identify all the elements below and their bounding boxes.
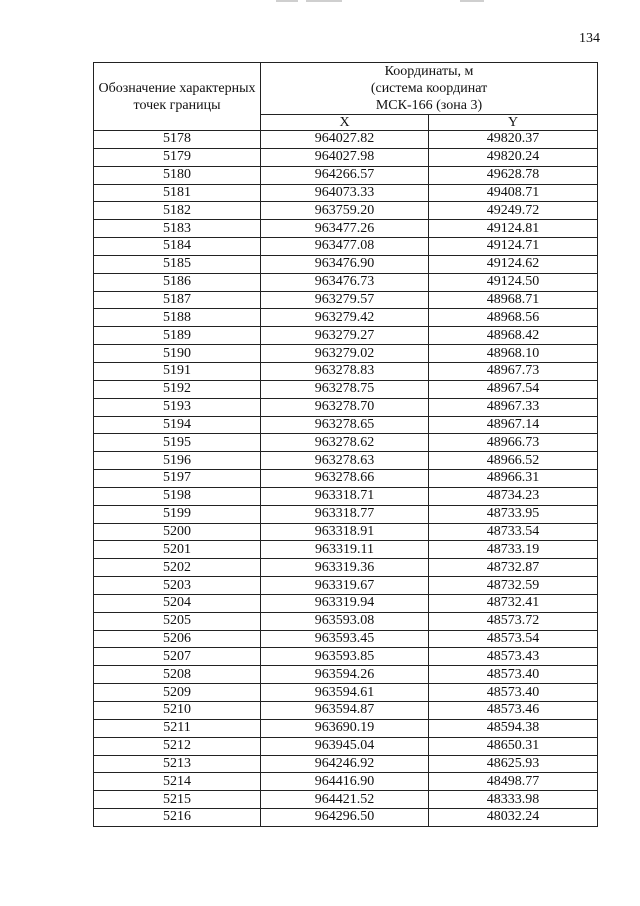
table-row — [94, 202, 598, 220]
table-body — [94, 131, 598, 827]
table-row — [94, 434, 598, 452]
point-id-cell: 5210 — [94, 702, 261, 720]
y-coordinate-cell: 49124.71 — [429, 238, 598, 256]
scan-artifact — [306, 0, 342, 2]
table-row — [94, 505, 598, 523]
coordinates-header-line: МСК-166 (зона 3) — [375, 98, 483, 113]
table-row — [94, 684, 598, 702]
coordinates-header-line: Координаты, м — [384, 64, 474, 79]
point-id-cell: 5186 — [94, 273, 261, 291]
x-coordinate-cell: 963279.27 — [261, 327, 429, 345]
y-coordinate-cell: 48573.72 — [429, 612, 598, 630]
x-coordinate-cell: 963319.36 — [261, 559, 429, 577]
point-id-cell: 5188 — [94, 309, 261, 327]
x-coordinate-cell: 964296.50 — [261, 809, 429, 827]
table-row — [94, 612, 598, 630]
y-coordinate-cell: 48968.56 — [429, 309, 598, 327]
x-coordinate-cell: 963594.87 — [261, 702, 429, 720]
table-row — [94, 809, 598, 827]
table-row — [94, 737, 598, 755]
y-coordinate-cell: 48333.98 — [429, 791, 598, 809]
point-id-cell: 5184 — [94, 238, 261, 256]
x-coordinate-cell: 963279.02 — [261, 345, 429, 363]
point-id-cell: 5205 — [94, 612, 261, 630]
point-id-cell: 5199 — [94, 505, 261, 523]
x-coordinate-cell: 964421.52 — [261, 791, 429, 809]
point-id-cell: 5192 — [94, 380, 261, 398]
point-id-cell: 5209 — [94, 684, 261, 702]
y-coordinate-cell: 48966.31 — [429, 470, 598, 488]
point-id-cell: 5200 — [94, 523, 261, 541]
table-row — [94, 594, 598, 612]
point-id-cell: 5202 — [94, 559, 261, 577]
x-coordinate-cell: 963278.70 — [261, 398, 429, 416]
table-row — [94, 773, 598, 791]
coordinates-column-header — [261, 63, 598, 115]
x-coordinate-cell: 963593.08 — [261, 612, 429, 630]
point-id-cell: 5203 — [94, 577, 261, 595]
scan-artifact — [460, 0, 484, 2]
y-coordinate-cell: 48734.23 — [429, 487, 598, 505]
y-coordinate-cell: 48032.24 — [429, 809, 598, 827]
x-coordinate-cell: 963319.67 — [261, 577, 429, 595]
point-id-cell: 5182 — [94, 202, 261, 220]
x-coordinate-cell: 963945.04 — [261, 737, 429, 755]
coordinates-table — [93, 62, 598, 827]
y-coordinate-cell: 48732.87 — [429, 559, 598, 577]
y-coordinate-cell: 48732.59 — [429, 577, 598, 595]
x-coordinate-cell: 963594.61 — [261, 684, 429, 702]
point-id-cell: 5189 — [94, 327, 261, 345]
point-column-header: Обозначение характерных точек границы — [94, 63, 261, 131]
y-coordinate-cell: 48573.43 — [429, 648, 598, 666]
y-coordinate-cell: 48968.10 — [429, 345, 598, 363]
x-coordinate-cell: 963593.85 — [261, 648, 429, 666]
x-coordinate-cell: 963278.63 — [261, 452, 429, 470]
point-id-cell: 5198 — [94, 487, 261, 505]
y-coordinate-cell: 48498.77 — [429, 773, 598, 791]
table-row — [94, 487, 598, 505]
x-coordinate-cell: 963279.42 — [261, 309, 429, 327]
table-row — [94, 309, 598, 327]
y-coordinate-cell: 48966.73 — [429, 434, 598, 452]
point-id-cell: 5194 — [94, 416, 261, 434]
table-row — [94, 791, 598, 809]
table-row — [94, 131, 598, 149]
table-row — [94, 470, 598, 488]
table-row — [94, 184, 598, 202]
table-row — [94, 345, 598, 363]
y-coordinate-cell: 48968.71 — [429, 291, 598, 309]
y-coordinate-cell: 48733.54 — [429, 523, 598, 541]
y-coordinate-cell: 48573.40 — [429, 666, 598, 684]
table-row — [94, 238, 598, 256]
point-id-cell: 5180 — [94, 166, 261, 184]
x-coordinate-cell: 964416.90 — [261, 773, 429, 791]
y-coordinate-cell: 48625.93 — [429, 755, 598, 773]
x-coordinate-cell: 963759.20 — [261, 202, 429, 220]
point-id-cell: 5195 — [94, 434, 261, 452]
y-coordinate-cell: 49124.62 — [429, 255, 598, 273]
table-row — [94, 755, 598, 773]
x-coordinate-cell: 963278.65 — [261, 416, 429, 434]
y-coordinate-cell: 48573.40 — [429, 684, 598, 702]
x-coordinate-cell: 963319.94 — [261, 594, 429, 612]
x-coordinate-cell: 963593.45 — [261, 630, 429, 648]
table-row — [94, 398, 598, 416]
x-coordinate-cell: 963318.77 — [261, 505, 429, 523]
x-coordinate-cell: 964027.98 — [261, 148, 429, 166]
table-row — [94, 166, 598, 184]
y-coordinate-cell: 48573.54 — [429, 630, 598, 648]
table-row — [94, 702, 598, 720]
point-id-cell: 5201 — [94, 541, 261, 559]
x-coordinate-cell: 964073.33 — [261, 184, 429, 202]
y-coordinate-cell: 48732.41 — [429, 594, 598, 612]
y-coordinate-cell: 48966.52 — [429, 452, 598, 470]
x-coordinate-cell: 963476.90 — [261, 255, 429, 273]
y-coordinate-cell: 49408.71 — [429, 184, 598, 202]
point-id-cell: 5206 — [94, 630, 261, 648]
x-coordinate-cell: 964246.92 — [261, 755, 429, 773]
table-row — [94, 362, 598, 380]
table-row — [94, 255, 598, 273]
x-coordinate-cell: 963319.11 — [261, 541, 429, 559]
point-id-cell: 5185 — [94, 255, 261, 273]
y-coordinate-cell: 49249.72 — [429, 202, 598, 220]
table-row — [94, 452, 598, 470]
x-coordinate-cell: 963278.83 — [261, 362, 429, 380]
x-coordinate-cell: 963477.08 — [261, 238, 429, 256]
point-id-cell: 5204 — [94, 594, 261, 612]
x-coordinate-cell: 963594.26 — [261, 666, 429, 684]
point-id-cell: 5191 — [94, 362, 261, 380]
y-coordinate-cell: 48733.95 — [429, 505, 598, 523]
x-coordinate-cell: 963477.26 — [261, 220, 429, 238]
scan-artifact — [276, 0, 298, 2]
point-id-cell: 5197 — [94, 470, 261, 488]
y-coordinate-cell: 49820.37 — [429, 131, 598, 149]
y-coordinate-cell: 48968.42 — [429, 327, 598, 345]
table-row — [94, 559, 598, 577]
x-coordinate-cell: 963278.75 — [261, 380, 429, 398]
y-coordinate-cell: 49124.50 — [429, 273, 598, 291]
point-id-cell: 5187 — [94, 291, 261, 309]
table-row — [94, 648, 598, 666]
point-id-cell: 5211 — [94, 719, 261, 737]
point-id-cell: 5193 — [94, 398, 261, 416]
coordinates-header-line: (система координат — [370, 81, 488, 96]
y-coordinate-cell: 48967.14 — [429, 416, 598, 434]
x-coordinate-cell: 963278.66 — [261, 470, 429, 488]
x-column-header: X — [261, 115, 429, 131]
table-row — [94, 523, 598, 541]
table-header-row — [94, 63, 598, 115]
point-id-cell: 5213 — [94, 755, 261, 773]
y-column-header: Y — [429, 115, 598, 131]
x-coordinate-cell: 963278.62 — [261, 434, 429, 452]
x-coordinate-cell: 963318.91 — [261, 523, 429, 541]
y-coordinate-cell: 48650.31 — [429, 737, 598, 755]
y-coordinate-cell: 48733.19 — [429, 541, 598, 559]
page-number: 134 — [579, 31, 600, 46]
x-coordinate-cell: 963690.19 — [261, 719, 429, 737]
table-row — [94, 148, 598, 166]
table-row — [94, 380, 598, 398]
point-id-cell: 5214 — [94, 773, 261, 791]
point-id-cell: 5208 — [94, 666, 261, 684]
x-coordinate-cell: 964027.82 — [261, 131, 429, 149]
point-id-cell: 5212 — [94, 737, 261, 755]
y-coordinate-cell: 48967.73 — [429, 362, 598, 380]
point-id-cell: 5190 — [94, 345, 261, 363]
point-id-cell: 5207 — [94, 648, 261, 666]
x-coordinate-cell: 964266.57 — [261, 166, 429, 184]
table-row — [94, 666, 598, 684]
x-coordinate-cell: 963279.57 — [261, 291, 429, 309]
y-coordinate-cell: 49628.78 — [429, 166, 598, 184]
table-row — [94, 630, 598, 648]
table-row — [94, 273, 598, 291]
point-id-cell: 5178 — [94, 131, 261, 149]
x-coordinate-cell: 963318.71 — [261, 487, 429, 505]
y-coordinate-cell: 49820.24 — [429, 148, 598, 166]
y-coordinate-cell: 49124.81 — [429, 220, 598, 238]
y-coordinate-cell: 48967.54 — [429, 380, 598, 398]
point-id-cell: 5215 — [94, 791, 261, 809]
y-coordinate-cell: 48967.33 — [429, 398, 598, 416]
y-coordinate-cell: 48573.46 — [429, 702, 598, 720]
point-id-cell: 5196 — [94, 452, 261, 470]
point-id-cell: 5216 — [94, 809, 261, 827]
x-coordinate-cell: 963476.73 — [261, 273, 429, 291]
point-id-cell: 5179 — [94, 148, 261, 166]
table-row — [94, 541, 598, 559]
table-row — [94, 416, 598, 434]
point-id-cell: 5181 — [94, 184, 261, 202]
y-coordinate-cell: 48594.38 — [429, 719, 598, 737]
point-id-cell: 5183 — [94, 220, 261, 238]
table-row — [94, 220, 598, 238]
table-row — [94, 327, 598, 345]
table-row — [94, 577, 598, 595]
table-row — [94, 719, 598, 737]
table-row — [94, 291, 598, 309]
